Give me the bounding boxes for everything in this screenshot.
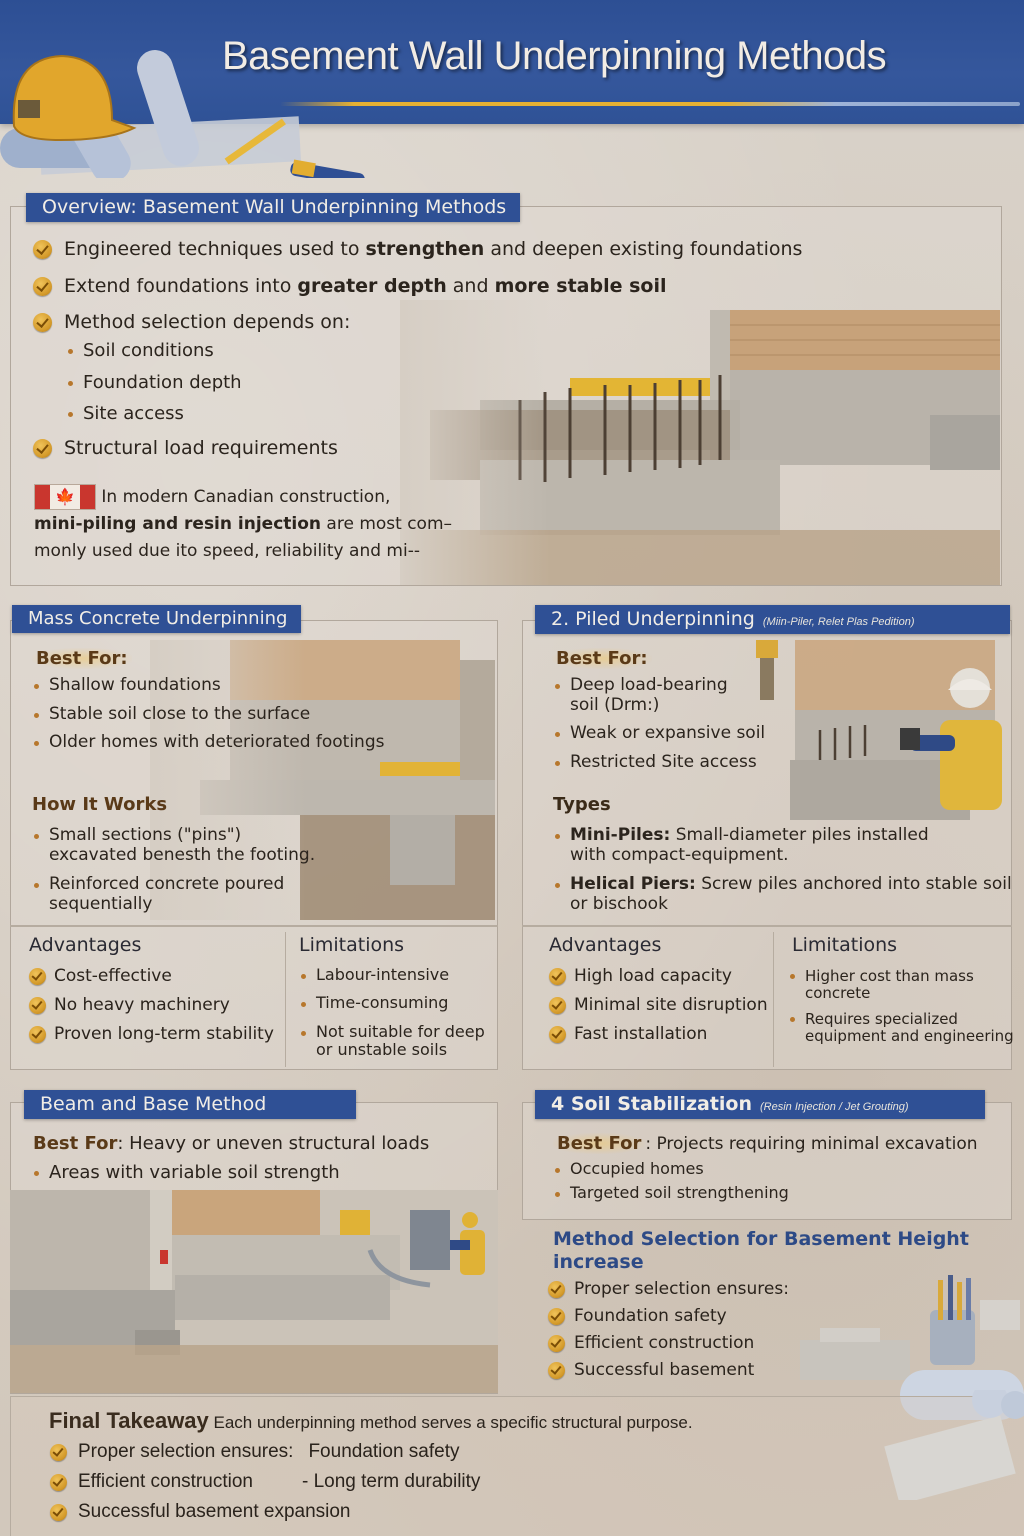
beam-best-for: Best For: Heavy or uneven structural loads bbox=[33, 1133, 430, 1154]
blueprint-papers-illustration bbox=[880, 1390, 1024, 1500]
limitation-item: Time-consuming bbox=[301, 994, 485, 1012]
list-item: Reinforced concrete poured sequentially bbox=[34, 875, 315, 914]
takeaway-item: Proper selection ensures: Foundation safety bbox=[50, 1441, 480, 1463]
best-for-heading: Best For: bbox=[552, 648, 652, 669]
advantages-heading: Advantages bbox=[549, 934, 662, 956]
list-item: Older homes with deteriorated footings bbox=[34, 733, 384, 753]
canada-note: 🍁 In modern Canadian construction, mini-piling and resin injection are most com– monly used due ito speed, reliability and mi-- bbox=[34, 484, 454, 565]
takeaway-list bbox=[50, 1441, 480, 1523]
check-icon bbox=[548, 1335, 565, 1352]
overview-item-3: Method selection depends on: bbox=[33, 311, 350, 333]
check-icon bbox=[50, 1504, 67, 1521]
limitation-item: Requires specialized equipment and engineering bbox=[790, 1011, 1014, 1044]
overview-item-2: Extend foundations into greater depth and more stable soil bbox=[33, 275, 667, 297]
list-item: Targeted soil strengthening bbox=[555, 1184, 789, 1202]
list-item: Restricted Site access bbox=[555, 753, 765, 773]
types-heading: Types bbox=[553, 794, 611, 815]
list-item: Weak or expansive soil bbox=[555, 724, 765, 744]
check-icon bbox=[549, 997, 566, 1014]
how-it-works-list bbox=[34, 826, 315, 914]
limitations-heading: Limitations bbox=[792, 934, 898, 956]
takeaway-item: Successful basement expansion bbox=[50, 1501, 480, 1523]
mass-limitations-list bbox=[301, 966, 485, 1060]
sub-item: Site access bbox=[68, 404, 242, 425]
overview-item-1: Engineered techniques used to strengthen and deepen existing foundations bbox=[33, 238, 802, 260]
check-icon bbox=[549, 1026, 566, 1043]
page-title: Basement Wall Underpinning Methods bbox=[222, 34, 887, 78]
title-underline bbox=[280, 102, 1020, 106]
type-item-mini-piles: Mini-Piles: Small-diameter piles installed with compact-equipment. bbox=[555, 826, 1012, 865]
column-divider bbox=[285, 932, 286, 1067]
check-icon bbox=[549, 968, 566, 985]
piled-limitations-list bbox=[790, 968, 1014, 1044]
takeaway-header: Final Takeaway Each underpinning method serves a specific structural purpose. bbox=[49, 1408, 693, 1433]
limitation-item: Labour-intensive bbox=[301, 966, 485, 984]
check-icon bbox=[50, 1444, 67, 1461]
check-icon bbox=[29, 997, 46, 1014]
selection-item: Proper selection ensures: bbox=[548, 1279, 789, 1299]
check-icon bbox=[33, 277, 52, 296]
soil-stab-list bbox=[555, 1160, 789, 1203]
advantage-item: High load capacity bbox=[549, 966, 768, 986]
check-icon bbox=[548, 1281, 565, 1298]
check-icon bbox=[33, 313, 52, 332]
piled-advantages-list bbox=[549, 966, 768, 1044]
check-icon bbox=[29, 1026, 46, 1043]
method-selection-list bbox=[548, 1279, 789, 1380]
mass-best-for-list bbox=[34, 676, 384, 753]
soil-best-for: Best For : Projects requiring minimal excavation bbox=[553, 1133, 978, 1154]
selection-item: Efficient construction bbox=[548, 1333, 789, 1353]
list-item: Stable soil close to the surface bbox=[34, 705, 384, 725]
mass-concrete-tab: Mass Concrete Underpinning bbox=[12, 605, 301, 633]
beam-base-illustration bbox=[10, 1190, 498, 1393]
mass-advantages-list bbox=[29, 966, 274, 1044]
limitations-heading: Limitations bbox=[299, 934, 405, 956]
piled-tab: 2. Piled Underpinning (Miin-Piler, Relet Plas Pedition) bbox=[535, 605, 1010, 634]
sub-item: Soil conditions bbox=[68, 341, 242, 362]
canada-flag-icon: 🍁 bbox=[34, 484, 96, 510]
overview-sub-list bbox=[68, 341, 242, 425]
limitation-item: Higher cost than mass concrete bbox=[790, 968, 1014, 1001]
check-icon bbox=[29, 968, 46, 985]
best-for-heading: Best For: bbox=[32, 648, 132, 669]
piled-worker-illustration bbox=[750, 640, 1012, 830]
overview-item-4: Structural load requirements bbox=[33, 437, 338, 459]
takeaway-item: Efficient construction - Long term durability bbox=[50, 1471, 480, 1493]
piled-best-for-list bbox=[555, 676, 765, 772]
advantage-item: Fast installation bbox=[549, 1024, 768, 1044]
list-item: Areas with variable soil strength bbox=[34, 1163, 340, 1184]
advantages-heading: Advantages bbox=[29, 934, 142, 956]
check-icon bbox=[548, 1362, 565, 1379]
list-item: Occupied homes bbox=[555, 1160, 789, 1178]
list-item: Shallow foundations bbox=[34, 676, 384, 696]
type-item-helical-piers: Helical Piers: Screw piles anchored into stable soil or bischook bbox=[555, 875, 1012, 914]
footing-excavation-illustration bbox=[400, 300, 1000, 585]
types-list bbox=[555, 826, 1012, 914]
check-icon bbox=[33, 439, 52, 458]
selection-item: Foundation safety bbox=[548, 1306, 789, 1326]
list-item: Small sections ("pins") excavated benesth the footing. bbox=[34, 826, 315, 865]
beam-base-tab: Beam and Base Method bbox=[24, 1090, 356, 1119]
advantage-item: Proven long-term stability bbox=[29, 1024, 274, 1044]
check-icon bbox=[50, 1474, 67, 1491]
limitation-item: Not suitable for deep or unstable soils bbox=[301, 1023, 485, 1060]
method-selection-heading: Method Selection for Basement Height increase bbox=[553, 1228, 969, 1273]
divider bbox=[10, 925, 498, 927]
advantage-item: Minimal site disruption bbox=[549, 995, 768, 1015]
list-item: Deep load-bearing soil (Drm:) bbox=[555, 676, 765, 715]
check-icon bbox=[548, 1308, 565, 1325]
column-divider bbox=[773, 932, 774, 1067]
check-icon bbox=[33, 240, 52, 259]
advantage-item: No heavy machinery bbox=[29, 995, 274, 1015]
how-it-works-heading: How It Works bbox=[32, 794, 168, 815]
overview-tab: Overview: Basement Wall Underpinning Methods bbox=[26, 193, 520, 222]
soil-stab-tab: 4 Soil Stabilization (Resin Injection / Jet Grouting) bbox=[535, 1090, 985, 1119]
divider bbox=[522, 925, 1012, 927]
selection-item: Successful basement bbox=[548, 1360, 789, 1380]
advantage-item: Cost-effective bbox=[29, 966, 274, 986]
sub-item: Foundation depth bbox=[68, 373, 242, 394]
